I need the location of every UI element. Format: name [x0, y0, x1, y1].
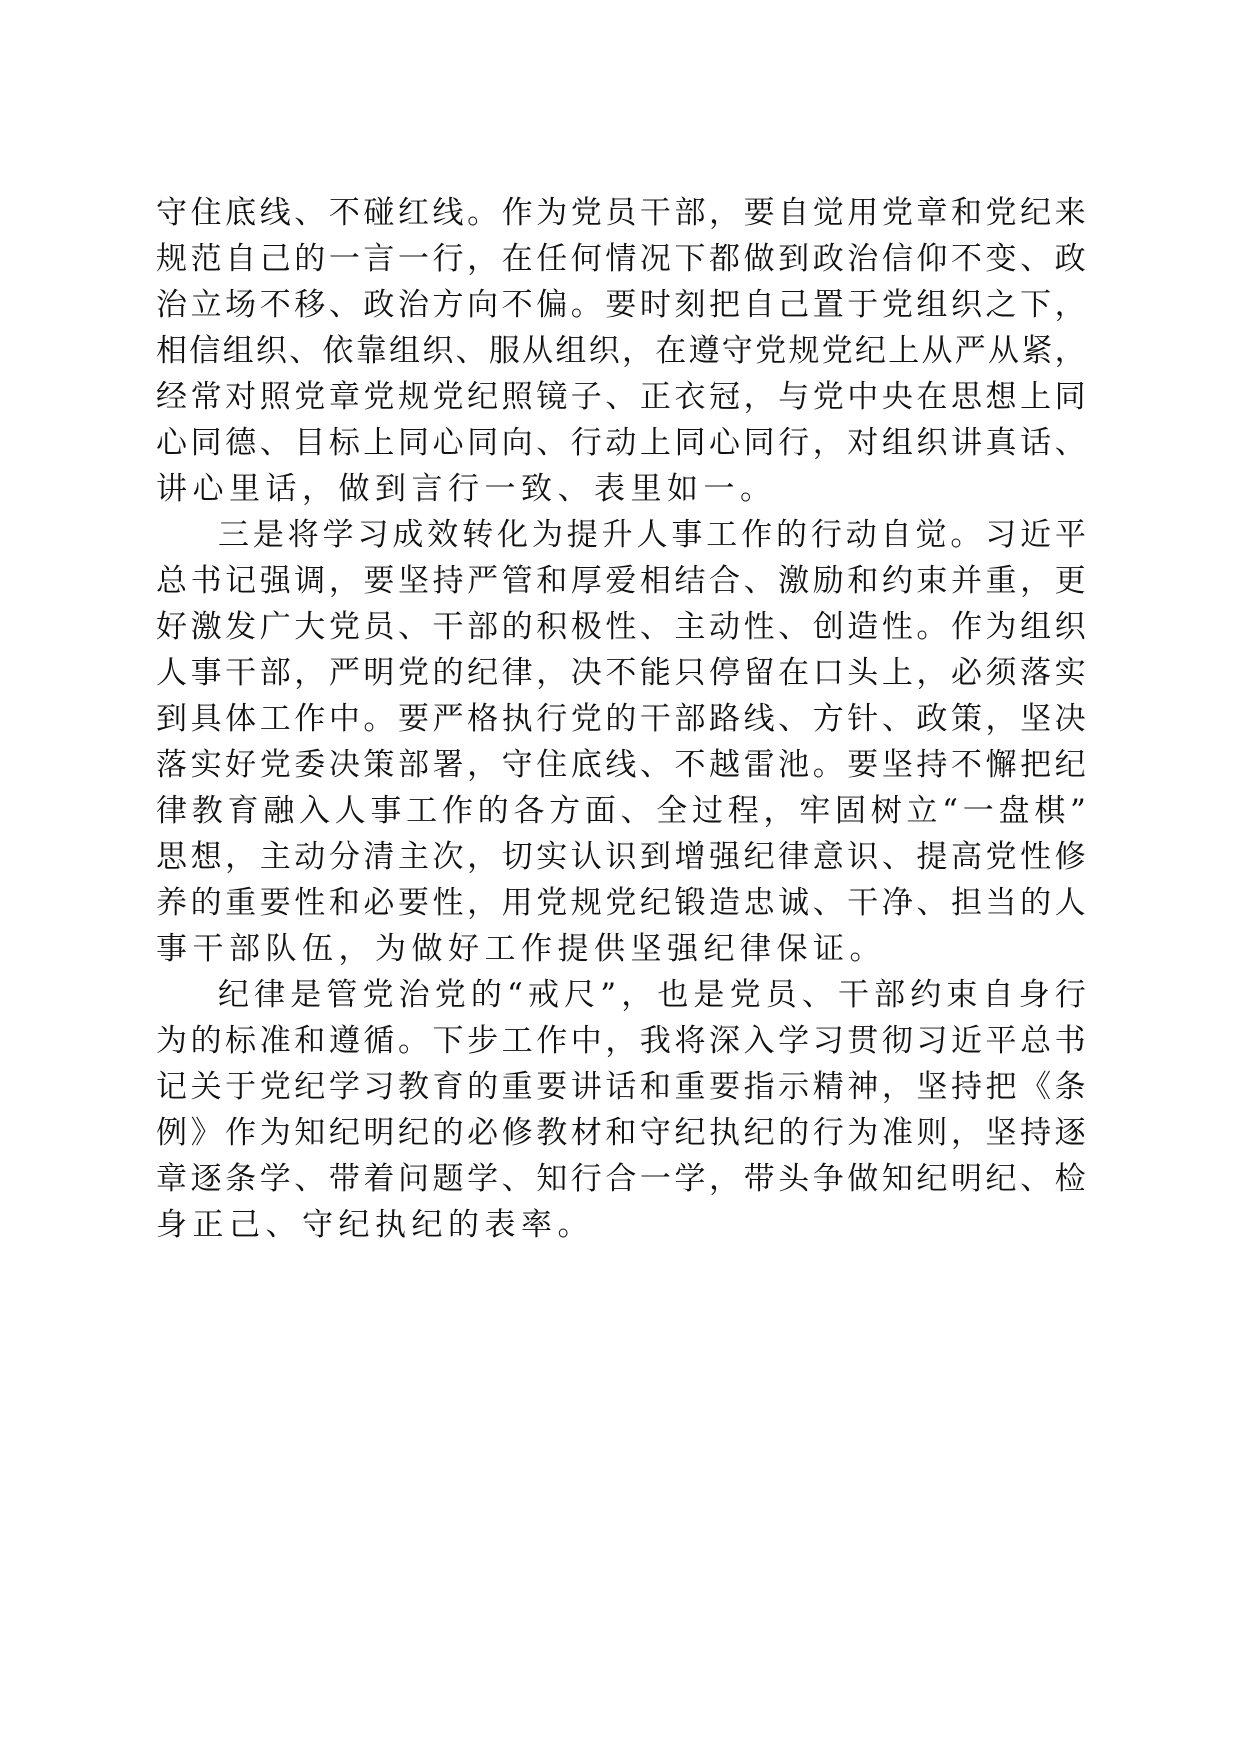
- paragraph: [156, 972, 1086, 1248]
- paragraph-line: 相 信 组 织 、 依 靠 组 织 、 服 从 组 织 ， 在 遵 守 党 规 党 纪 上 从 严 从 紧 ，: [156, 333, 1086, 369]
- document-body: [156, 190, 1086, 1248]
- paragraph-line: 例 》 作 为 知 纪 明 纪 的 必 修 教 材 和 守 纪 执 纪 的 行 为 准 则 ， 坚 持 逐: [156, 1115, 1086, 1151]
- paragraph-line: 人 事 干 部 ， 严 明 党 的 纪 律 ， 决 不 能 只 停 留 在 口 头 上 ， 必 须 落 实: [156, 655, 1086, 691]
- paragraph: [156, 190, 1086, 512]
- paragraph-line: 到 具 体 工 作 中 。 要 严 格 执 行 党 的 干 部 路 线 、 方 针 、 政 策 ， 坚 决: [156, 701, 1086, 737]
- paragraph-line: 心 同 德 、 目 标 上 同 心 同 向 、 行 动 上 同 心 同 行 ， 对 组 织 讲 真 话 、: [156, 425, 1086, 461]
- paragraph-line: 身正己、守纪执纪的表率。: [156, 1207, 594, 1243]
- paragraph-line: 律 教 育 融 入 人 事 工 作 的 各 方 面 、 全 过 程 ， 牢 固 树 立 “ 一 盘 棋 ”: [156, 793, 1086, 829]
- paragraph-line: 养 的 重 要 性 和 必 要 性 ， 用 党 规 党 纪 锻 造 忠 诚 、 干 净 、 担 当 的 人: [156, 885, 1086, 921]
- paragraph-line: 经 常 对 照 党 章 党 规 党 纪 照 镜 子 、 正 衣 冠 ， 与 党 中 央 在 思 想 上 同: [156, 379, 1086, 415]
- paragraph-line: 规 范 自 己 的 一 言 一 行 ， 在 任 何 情 况 下 都 做 到 政 治 信 仰 不 变 、 政: [156, 241, 1086, 277]
- paragraph-line: 事干部队伍，为做好工作提供坚强纪律保证。: [156, 931, 886, 967]
- paragraph: [156, 512, 1086, 972]
- paragraph-line: 好 激 发 广 大 党 员 、 干 部 的 积 极 性 、 主 动 性 、 创 造 性 。 作 为 组 织: [156, 609, 1086, 645]
- paragraph-line: 纪 律 是 管 党 治 党 的 “ 戒 尺 ” ， 也 是 党 员 、 干 部 约 束 自 身 行: [218, 977, 1086, 1013]
- paragraph-line: 落 实 好 党 委 决 策 部 署 ， 守 住 底 线 、 不 越 雷 池 。 要 坚 持 不 懈 把 纪: [156, 747, 1086, 783]
- paragraph-line: 总 书 记 强 调 ， 要 坚 持 严 管 和 厚 爱 相 结 合 、 激 励 和 约 束 并 重 ， 更: [156, 563, 1086, 599]
- paragraph-line: 思 想 ， 主 动 分 清 主 次 ， 切 实 认 识 到 增 强 纪 律 意 识 、 提 高 党 性 修: [156, 839, 1086, 875]
- paragraph-line: 章 逐 条 学 、 带 着 问 题 学 、 知 行 合 一 学 ， 带 头 争 做 知 纪 明 纪 、 检: [156, 1161, 1086, 1197]
- paragraph-line: 为 的 标 准 和 遵 循 。 下 步 工 作 中 ， 我 将 深 入 学 习 贯 彻 习 近 平 总 书: [156, 1023, 1086, 1059]
- paragraph-line: 记 关 于 党 纪 学 习 教 育 的 重 要 讲 话 和 重 要 指 示 精 神 ， 坚 持 把 《 条: [156, 1069, 1086, 1105]
- paragraph-line: 讲心里话，做到言行一致、表里如一。: [156, 471, 777, 507]
- paragraph-line: 守 住 底 线 、 不 碰 红 线 。 作 为 党 员 干 部 ， 要 自 觉 用 党 章 和 党 纪 来: [156, 195, 1086, 231]
- paragraph-line: 治 立 场 不 移 、 政 治 方 向 不 偏 。 要 时 刻 把 自 己 置 于 党 组 织 之 下 ，: [156, 287, 1086, 323]
- paragraph-line: 三 是 将 学 习 成 效 转 化 为 提 升 人 事 工 作 的 行 动 自 觉 。 习 近 平: [218, 517, 1086, 553]
